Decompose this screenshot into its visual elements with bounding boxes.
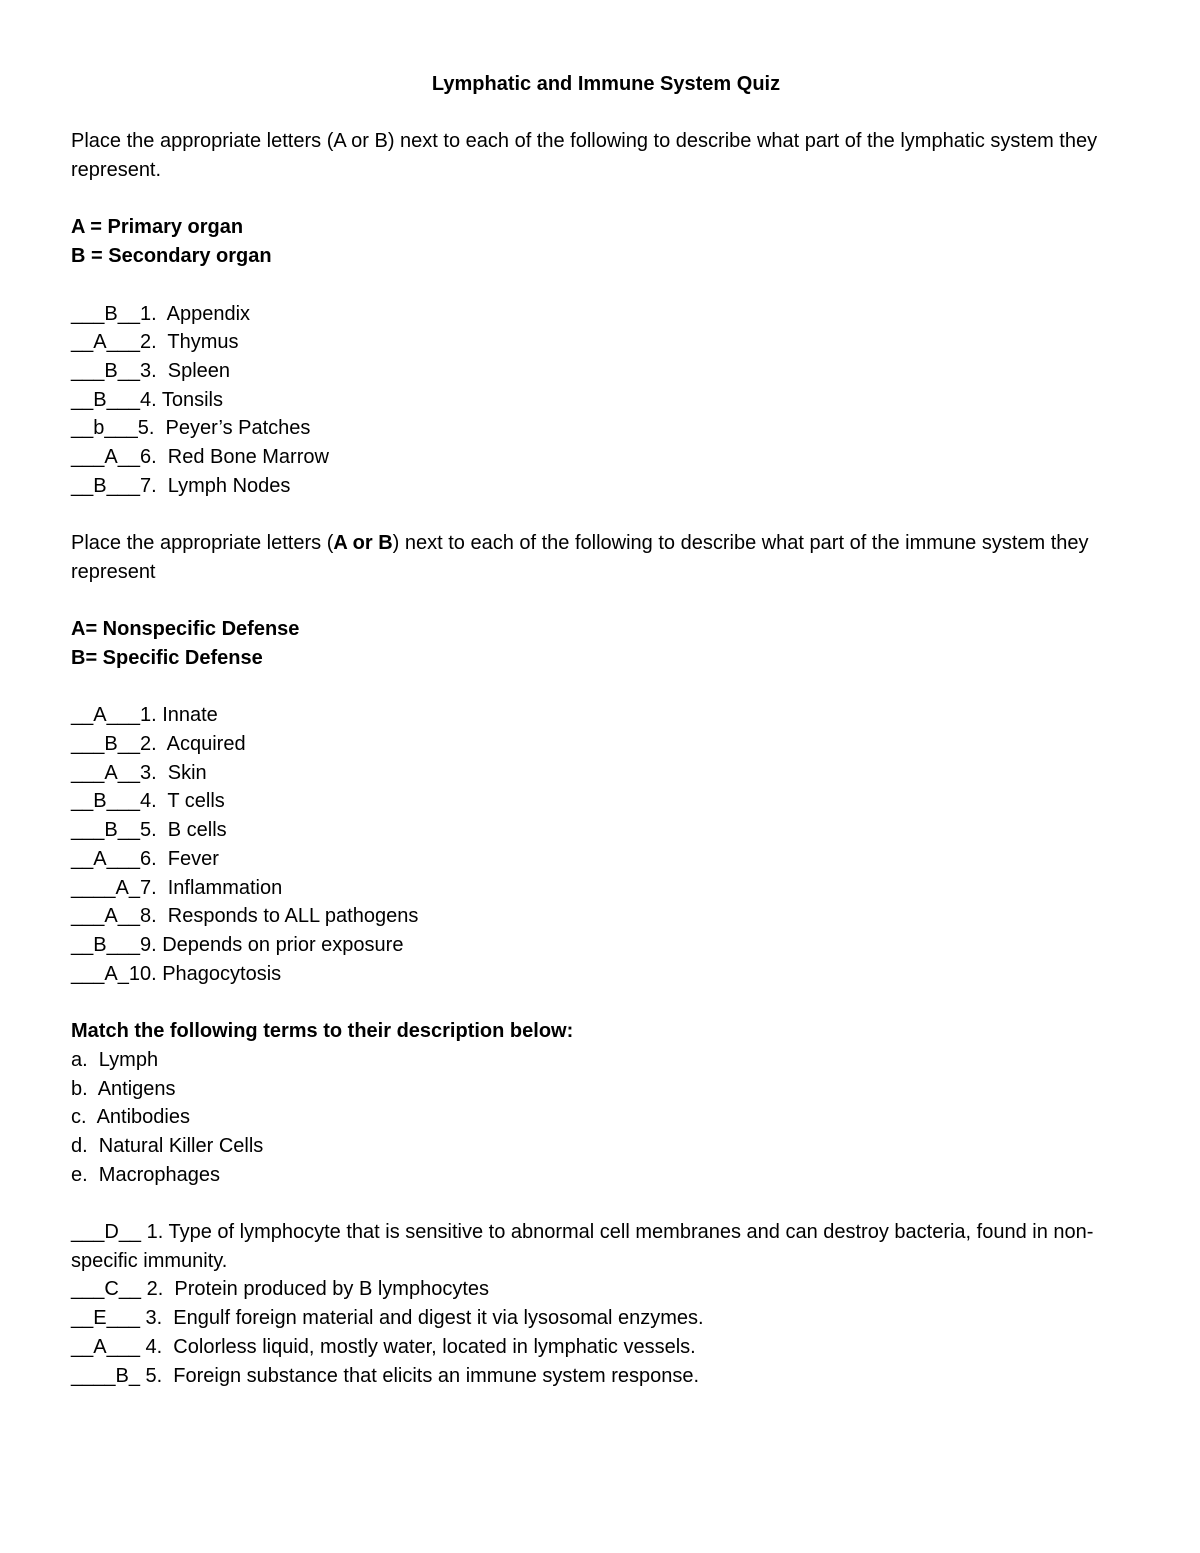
section3-answer: ____B_ 5. Foreign substance that elicits an immune system response.	[71, 1364, 700, 1387]
section2-item: ___A__3. Skin	[71, 761, 207, 784]
section2-item: ___B__5. B cells	[71, 819, 227, 842]
section3-answer: __E___ 3. Engulf foreign material and digest it via lysosomal enzymes.	[71, 1307, 704, 1330]
section3-term: c. Antibodies	[71, 1106, 190, 1129]
section3-answer: __A___ 4. Colorless liquid, mostly water, located in lymphatic vessels.	[71, 1335, 696, 1358]
section1-item: __B___4. Tonsils	[71, 388, 223, 411]
section3-answer: ___C__ 2. Protein produced by B lymphocytes	[71, 1278, 490, 1301]
section2-instructions	[71, 529, 1141, 586]
spacer	[71, 988, 1141, 1017]
spacer	[71, 185, 1141, 214]
section2-instructions-bold: A or B	[333, 532, 393, 555]
section2-item: ____A_7. Inflammation	[71, 876, 283, 899]
spacer	[71, 501, 1141, 530]
section2-item: __A___6. Fever	[71, 847, 219, 870]
quiz-page	[71, 70, 1141, 1390]
spacer	[71, 271, 1141, 300]
section2-instructions-part2: ) next to each of the following to describe what part of the immune system they represent	[71, 532, 1089, 583]
section2-item: ___A_10. Phagocytosis	[71, 962, 282, 985]
section1-instructions: Place the appropriate letters (A or B) next to each of the following to describe what part of the lymphatic system they represent.	[71, 130, 1098, 182]
section1-item: __b___5. Peyer’s Patches	[71, 417, 311, 440]
spacer	[71, 673, 1141, 702]
section2-item: __A___1. Innate	[71, 704, 218, 727]
section2-legend-b: B= Specific Defense	[71, 646, 263, 669]
page-title: Lymphatic and Immune System Quiz	[431, 73, 781, 95]
section1-item: ___B__3. Spleen	[71, 359, 231, 382]
spacer	[71, 587, 1141, 616]
section3-term: e. Macrophages	[71, 1163, 220, 1186]
section3-term: a. Lymph	[71, 1048, 159, 1071]
section2-legend-a: A= Nonspecific Defense	[71, 618, 300, 641]
section2-item: __B___4. T cells	[71, 790, 225, 813]
section1-item: __B___7. Lymph Nodes	[71, 474, 291, 497]
section3-heading: Match the following terms to their description below:	[71, 1020, 574, 1043]
section3-term: b. Antigens	[71, 1077, 176, 1100]
section1-legend-b: B = Secondary organ	[71, 245, 272, 268]
section1-item: __A___2. Thymus	[71, 331, 239, 354]
section1-legend-a: A = Primary organ	[71, 216, 244, 239]
spacer	[71, 99, 1141, 128]
section1-item: ___B__1. Appendix	[71, 302, 251, 325]
spacer	[71, 1189, 1141, 1218]
section2-item: ___B__2. Acquired	[71, 733, 246, 756]
section2-item: __B___9. Depends on prior exposure	[71, 934, 404, 956]
section1-item: ___A__6. Red Bone Marrow	[71, 446, 329, 469]
section2-item: ___A__8. Responds to ALL pathogens	[71, 905, 419, 928]
section3-term: d. Natural Killer Cells	[71, 1134, 264, 1157]
section3-answer: ___D__ 1. Type of lymphocyte that is sensitive to abnormal cell membranes and can destroy bacteria, found in non-specific immunity.	[71, 1221, 1094, 1272]
section2-instructions-part1: Place the appropriate letters (	[71, 532, 334, 555]
